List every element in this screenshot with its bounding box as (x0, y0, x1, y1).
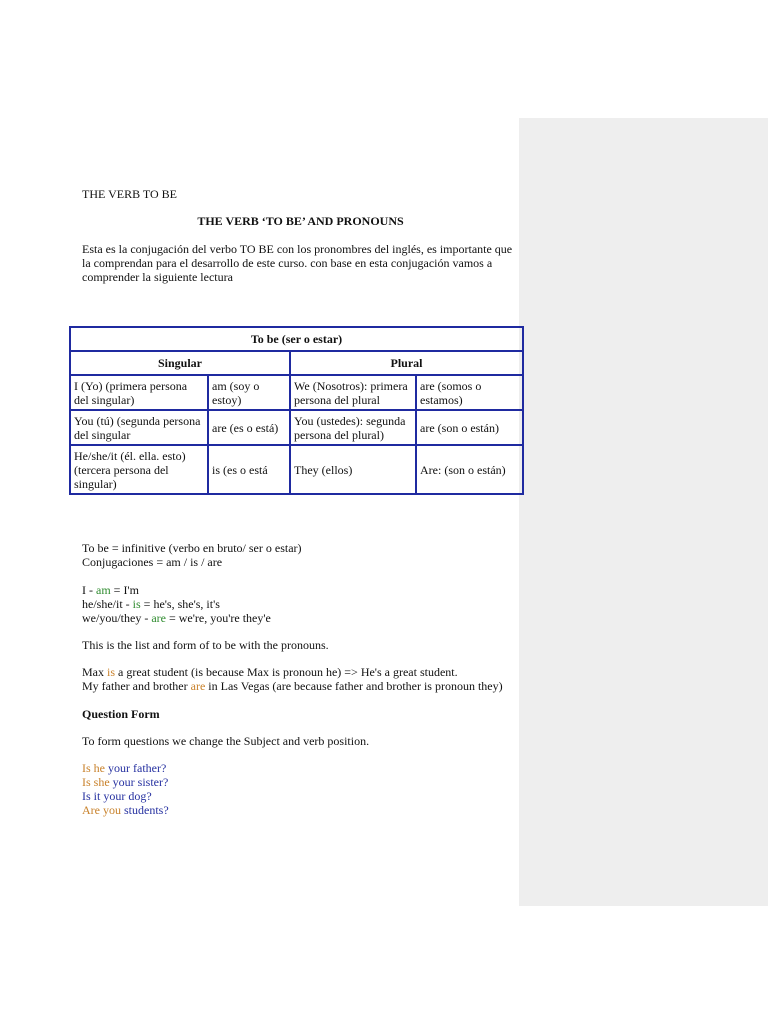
question-verb: Are you (82, 803, 121, 817)
verb-text: are (190, 679, 206, 693)
example-sentence (82, 679, 503, 693)
verb-text: am (96, 583, 111, 597)
contraction-line (82, 583, 139, 597)
contraction-text: = I'm (110, 583, 139, 597)
table-cell: You (tú) (segunda persona del singular (70, 410, 208, 445)
contraction-line (82, 611, 271, 625)
table-cell: They (ellos) (290, 445, 416, 494)
table-row (70, 410, 523, 445)
example-text: Max (82, 665, 107, 679)
pronoun-text: we/you/they - (82, 611, 152, 625)
table-cell: He/she/it (él. ella. esto) (tercera persona del singular) (70, 445, 208, 494)
intro-paragraph: Esta es la conjugación del verbo TO BE con los pronombres del inglés, es importante que la comprendan para el desarrollo de este curso. con base en esta conjugación vamos a comprender la siguiente lectura (82, 242, 513, 284)
table-row (70, 445, 523, 494)
table-cell: are (somos o estamos) (416, 375, 523, 410)
table-cell: We (Nosotros): primera persona del plural (290, 375, 416, 410)
list-line: This is the list and form of to be with the pronouns. (82, 638, 329, 652)
table-caption: To be (ser o estar) (70, 327, 523, 351)
pronoun-text: I - (82, 583, 96, 597)
conjugations-line: Conjugaciones = am / is / are (82, 555, 223, 569)
table-cell: are (es o está) (208, 410, 290, 445)
table-cell: am (soy o estoy) (208, 375, 290, 410)
question-verb: Is it (82, 789, 101, 803)
verb-text: is (107, 665, 116, 679)
question-rest: students? (121, 803, 169, 817)
table-cell: are (son o están) (416, 410, 523, 445)
table-cell: is (es o está (208, 445, 290, 494)
table-cell: Are: (son o están) (416, 445, 523, 494)
contraction-text: = we're, you're they'e (165, 611, 271, 625)
header-singular: Singular (70, 351, 290, 375)
header-plural: Plural (290, 351, 523, 375)
section-heading: THE VERB ‘TO BE’ AND PRONOUNS (197, 214, 404, 228)
question-intro: To form questions we change the Subject and verb position. (82, 734, 370, 748)
question-example (82, 803, 169, 817)
question-example (82, 789, 152, 803)
question-rest: your father? (105, 761, 167, 775)
question-form-heading: Question Form (82, 707, 160, 721)
verb-text: are (151, 611, 166, 625)
comment-margin-pane (519, 118, 768, 906)
table-cell: You (ustedes): segunda persona del plural) (290, 410, 416, 445)
example-sentence (82, 665, 458, 679)
example-text: in Las Vegas (are because father and brother is pronoun they) (205, 679, 503, 693)
question-verb: Is she (82, 775, 110, 789)
document-title: THE VERB TO BE (82, 187, 178, 201)
example-text: a great student (is because Max is pronoun he) => He's a great student. (115, 665, 458, 679)
question-rest: your dog? (100, 789, 152, 803)
conjugation-table (69, 326, 524, 495)
question-rest: your sister? (109, 775, 169, 789)
question-example (82, 775, 168, 789)
pronoun-text: he/she/it - (82, 597, 133, 611)
verb-text: is (132, 597, 141, 611)
example-text: My father and brother (82, 679, 191, 693)
contraction-line (82, 597, 220, 611)
table-row (70, 375, 523, 410)
contraction-text: = he's, she's, it's (140, 597, 220, 611)
question-verb: Is he (82, 761, 105, 775)
infinitive-line: To be = infinitive (verbo en bruto/ ser o estar) (82, 541, 302, 555)
table-cell: I (Yo) (primera persona del singular) (70, 375, 208, 410)
question-example (82, 761, 166, 775)
